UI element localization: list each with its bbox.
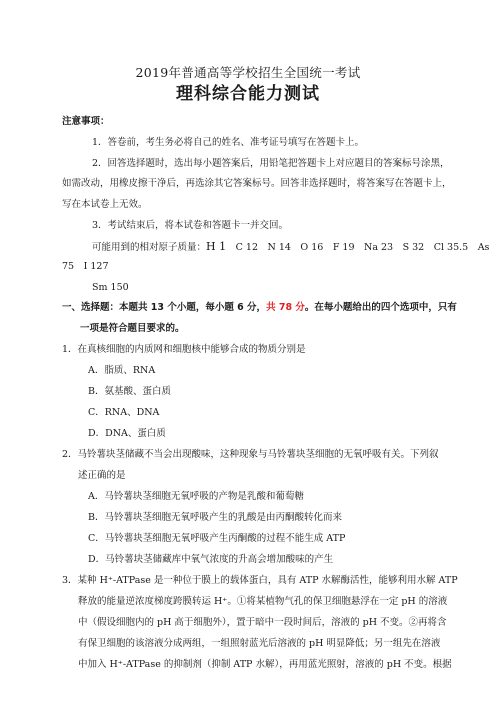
question-1-stem: 1．在真核细胞的内质网和细胞核中能够合成的物质分别是 — [62, 344, 306, 355]
question-1-option-b: B．氨基酸、蛋白质 — [88, 386, 171, 397]
atomic-mass-line-3: Sm 150 — [92, 282, 129, 293]
atomic-mass-prefix: 可能用到的相对原子质量： — [92, 242, 207, 253]
atomic-mass-h: H 1 — [206, 240, 227, 253]
question-1-option-d: D．DNA、蛋白质 — [88, 428, 166, 439]
subject-title: 理科综合能力测试 — [176, 84, 320, 104]
notice-heading: 注意事项： — [62, 116, 110, 127]
section-1-text-a: 一、选择题：本题共 13 个小题，每小题 6 分， — [62, 302, 267, 313]
section-1-text-b: 。在每小题给出的四个选项中，只有 — [304, 302, 457, 313]
notice-item-2-line-3: 写在本试卷上无效。 — [62, 199, 148, 210]
atomic-mass-line-2: 75 I 127 — [62, 261, 109, 272]
notice-item-3: 3．考试结束后，将本试卷和答题卡一并交回。 — [92, 220, 289, 231]
section-1-heading-line-2: 一项是符合题目要求的。 — [80, 323, 185, 334]
notice-item-2-line-1: 2．回答选择题时，选出每小题答案后，用铅笔把答题卡上对应题目的答案标号涂黑， — [92, 158, 450, 169]
question-2-option-b: B．马铃薯块茎细胞无氧呼吸产生的乳酸是由丙酮酸转化而来 — [88, 512, 342, 523]
notice-item-2-line-2: 如需改动，用橡皮擦干净后，再选涂其它答案标号。回答非选择题时，将答案写在答题卡上， — [62, 178, 452, 189]
question-3-line-5: 中加入 H⁺-ATPase 的抑制剂（抑制 ATP 水解），再用蓝光照射，溶液的 pH 不变。根据 — [78, 659, 452, 670]
question-1-option-a: A．脂质、RNA — [88, 365, 156, 376]
atomic-mass-rest: C 12 N 14 O 16 F 19 Na 23 S 32 Cl 35.5 As — [235, 242, 490, 253]
question-2-option-d: D．马铃薯块茎储藏库中氧气浓度的升高会增加酸味的产生 — [88, 554, 334, 565]
question-2-option-c: C．马铃薯块茎细胞无氧呼吸产生丙酮酸的过程不能生成 ATP — [88, 533, 346, 544]
question-3-line-1: 3．某种 H⁺-ATPase 是一种位于膜上的载体蛋白，具有 ATP 水解酶活性，能够利用水解 ATP — [62, 575, 458, 586]
atomic-mass-line-1 — [92, 240, 489, 254]
question-3-line-3: 中（假设细胞内的 pH 高于细胞外），置于暗中一段时间后，溶液的 pH 不变。②再将含 — [78, 617, 447, 628]
question-3-line-4: 有保卫细胞的该溶液分成两组，一组照射蓝光后溶液的 pH 明显降低；另一组先在溶液 — [78, 638, 441, 649]
question-2-stem-line-2: 述正确的是 — [78, 470, 126, 481]
exam-title: 2019年普通高等学校招生全国统一考试 — [135, 65, 361, 80]
question-2-option-a: A．马铃薯块茎细胞无氧呼吸的产物是乳酸和葡萄糖 — [88, 491, 304, 502]
section-1-total-score: 共 78 分 — [266, 302, 305, 313]
notice-item-1: 1．答卷前，考生务必将自己的姓名、准考证号填写在答题卡上。 — [92, 137, 365, 148]
question-2-stem-line-1: 2．马铃薯块茎储藏不当会出现酸味，这种现象与马铃薯块茎细胞的无氧呼吸有关。下列叙 — [62, 449, 439, 460]
question-3-line-2: 释放的能量逆浓度梯度跨膜转运 H⁺。①将某植物气孔的保卫细胞悬浮在一定 pH 的溶液 — [78, 596, 448, 607]
question-1-option-c: C．RNA、DNA — [88, 407, 160, 418]
section-1-heading-line-1 — [62, 301, 457, 314]
